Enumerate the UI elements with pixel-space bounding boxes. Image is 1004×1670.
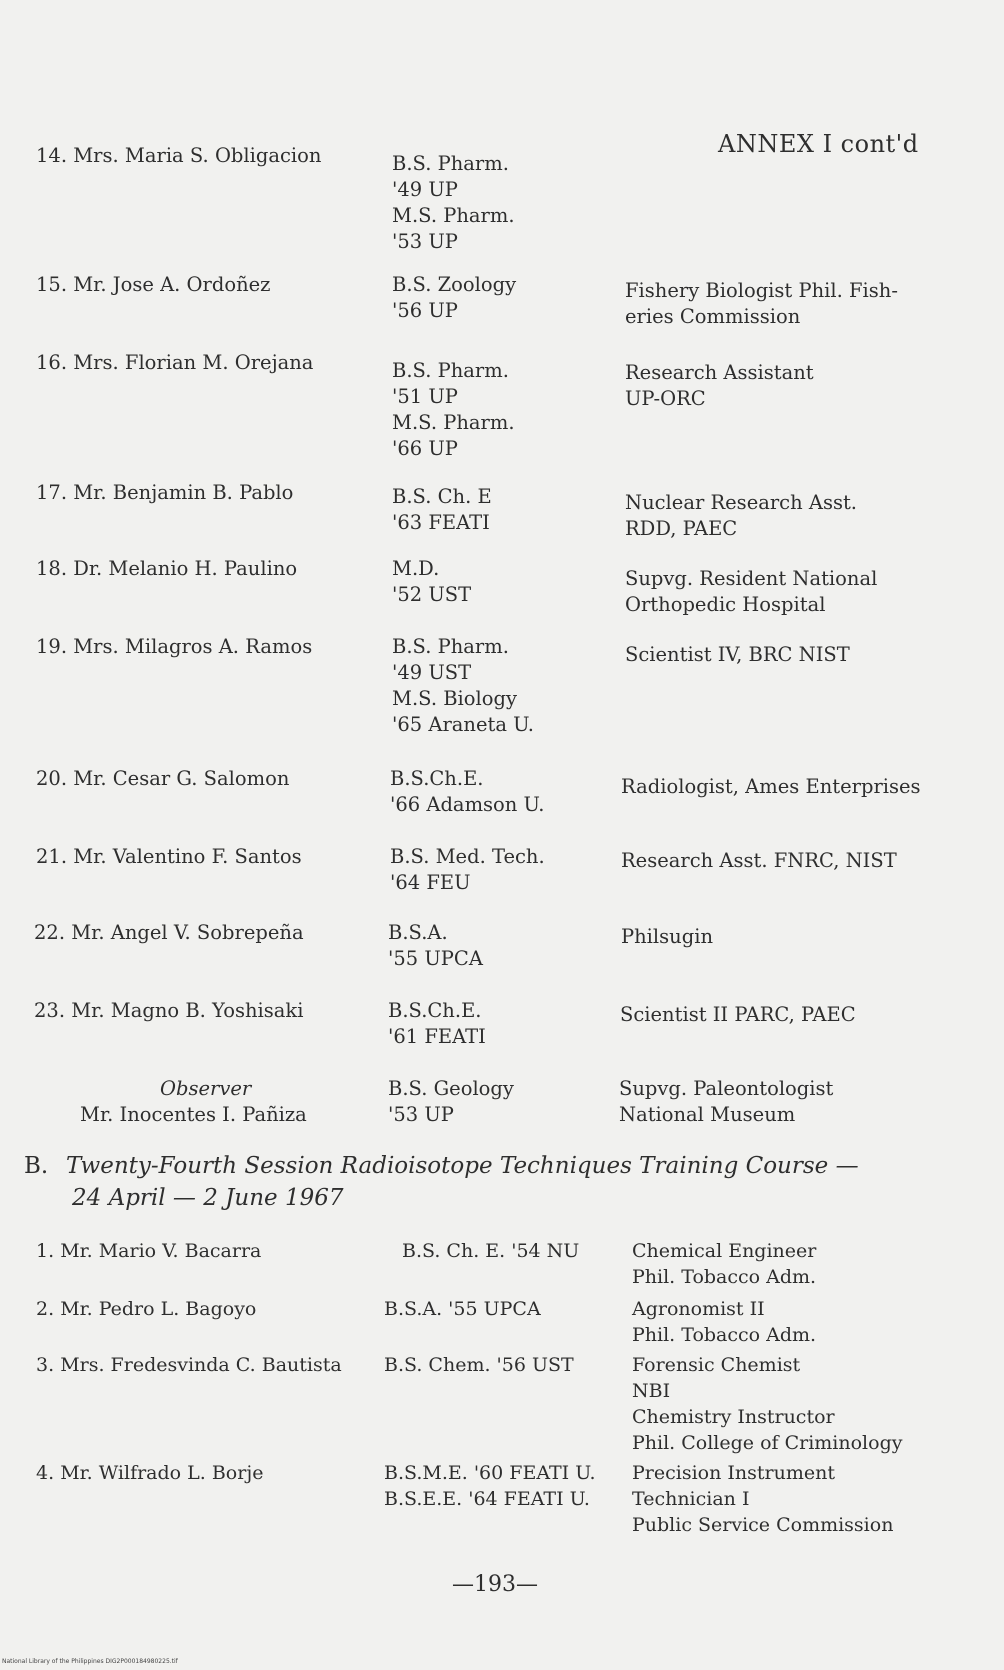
entry-position: Scientist II PARC, PAEC — [620, 1003, 856, 1026]
entry-name: Mr. Wilfrado L. Borje — [60, 1462, 264, 1484]
entry-position: Philsugin — [621, 925, 713, 948]
entry-education: B.S.Ch.E. '61 FEATI — [388, 999, 486, 1048]
entry-name: Mr. Jose A. Ordoñez — [73, 273, 271, 296]
entry-position: Supvg. Resident National Orthopedic Hospital — [625, 567, 878, 616]
entry-name: Mrs. Maria S. Obligacion — [73, 144, 322, 167]
entry-position: Fishery Biologist Phil. Fish- eries Commission — [625, 279, 898, 328]
section-title: Twenty-Fourth Session Radioisotope Techniques Training Course — — [66, 1153, 859, 1179]
observer-label: Observer — [160, 1077, 252, 1100]
entry-position: Research Asst. FNRC, NIST — [621, 849, 897, 872]
entry-name: Mr. Angel V. Sobrepeña — [71, 921, 304, 944]
entry-position: Chemical Engineer Phil. Tobacco Adm. — [632, 1240, 817, 1288]
entry-name: Dr. Melanio H. Paulino — [73, 557, 298, 580]
entry-position: Agronomist II Phil. Tobacco Adm. — [632, 1298, 817, 1346]
entry-name: Mrs. Fredesvinda C. Bautista — [60, 1354, 342, 1376]
entry-position: Forensic Chemist NBI Chemistry Instructor Phil. College of Criminology — [632, 1354, 903, 1454]
entry-position: Research Assistant UP-ORC — [625, 361, 814, 410]
entry-name: Mr. Pedro L. Bagoyo — [60, 1298, 257, 1320]
entry-name: Mr. Magno B. Yoshisaki — [71, 999, 304, 1022]
entry-name: Mr. Valentino F. Santos — [73, 845, 302, 868]
document-page: ANNEX I cont'd 14. Mrs. Maria S. Obligacion B.S. Pharm. '49 UP M.S. Pharm. '53 UP 15. Mr. Jose A. Ordoñez B.S. Zoology '56 UP Fishery Biologist Phil. Fish- eries Commission 16. Mrs. Florian M. Orejana B.S. Pharm. '51 UP M.S. Pharm. '66 UP Research Assistant UP-ORC 17. Mr. Benjamin B. Pablo B.S. Ch. E '63 FEATI Nuclear Research Asst. RDD, PAEC 18. Dr. Melanio H. Paulino M.D. '52 UST Supvg. Resident National Orthopedic Hospital 19. Mrs. Milagros A. Ramos B.S. Pharm. '49 UST M.S. Biology '65 Araneta U. Scientist IV, BRC NIST 20. Mr. Cesar G. Salomon B.S.Ch.E. '66 Adamson U. Radiologist, Ames Enterprises 21. Mr. Valentino F. Santos B.S. Med. Tech. '64 FEU Research Asst. FNRC, NIST 22. Mr. Angel V. Sobrepeña B.S.A. '55 UPCA Philsugin 23. Mr. Magno B. Yoshisaki B.S.Ch.E. '61 FEATI Scientist II PARC, PAEC Observer Mr. Inocentes I. Pañiza B.S. Geology '53 UP Supvg. Paleontologist National Museum B. Twenty-Fourth Session Radioisotope Techniques Training Course — 24 April — 2 June 1967 1. Mr. Mario V. Bacarra B.S. Ch. E. '54 NU Chemical Engineer Phil. Tobacco Adm. 2. Mr. Pedro L. Bagoyo B.S.A. '55 UPCA Agronomist II Phil. Tobacco Adm. 3. Mrs. Fredesvinda C. Bautista B.S. Chem. '56 UST Forensic Chemist NBI Chemistry Instructor Phil. College of Criminology 4. Mr. Wilfrado L. Borje B.S.M.E. '60 FEATI U. B.S.E.E. '64 FEATI U. Precision Instrument Technician I Public Service Commission —193— National Library of the Philippines DIG2P000184980225.tif — [0, 0, 1004, 1670]
entry-education: B.S. Pharm. '49 UST M.S. Biology '65 Araneta U. — [392, 635, 535, 736]
entry-position: Scientist IV, BRC NIST — [625, 643, 850, 666]
entry-name: Mr. Cesar G. Salomon — [73, 767, 290, 790]
entry-education: B.S.Ch.E. '66 Adamson U. — [390, 767, 545, 816]
entry-position: Supvg. Paleontologist National Museum — [619, 1077, 834, 1126]
annex-heading: ANNEX I cont'd — [718, 130, 919, 158]
entry-education: B.S.A. '55 UPCA — [384, 1298, 541, 1320]
entry-name: Mr. Benjamin B. Pablo — [73, 481, 294, 504]
entry-position: Nuclear Research Asst. RDD, PAEC — [625, 491, 857, 540]
entry-education: B.S. Chem. '56 UST — [384, 1354, 574, 1376]
entry-education: B.S. Geology '53 UP — [388, 1077, 514, 1126]
scan-footer: National Library of the Philippines DIG2P000184980225.tif — [2, 1658, 178, 1665]
entry-number: 14. — [36, 144, 68, 167]
entry-education: B.S. Pharm. '49 UP M.S. Pharm. '53 UP — [392, 152, 515, 253]
entry-education: B.S. Ch. E '63 FEATI — [392, 485, 492, 534]
entry-education: B.S.A. '55 UPCA — [388, 921, 483, 970]
entry-name: Mr. Mario V. Bacarra — [60, 1240, 262, 1262]
entry-name: Mrs. Milagros A. Ramos — [73, 635, 313, 658]
entry-education: M.D. '52 UST — [392, 557, 472, 606]
observer-name: Mr. Inocentes I. Pañiza — [80, 1103, 307, 1126]
section-letter: B. — [24, 1153, 49, 1179]
page-number: —193— — [452, 1572, 538, 1597]
entry-education: B.S.M.E. '60 FEATI U. B.S.E.E. '64 FEATI U. — [384, 1462, 596, 1510]
entry-education: B.S. Ch. E. '54 NU — [402, 1240, 580, 1262]
entry-education: B.S. Zoology '56 UP — [392, 273, 517, 322]
section-dates: 24 April — 2 June 1967 — [72, 1185, 344, 1211]
entry-education: B.S. Pharm. '51 UP M.S. Pharm. '66 UP — [392, 359, 515, 460]
entry-education: B.S. Med. Tech. '64 FEU — [390, 845, 545, 894]
entry-position: Radiologist, Ames Enterprises — [621, 775, 921, 798]
entry-position: Precision Instrument Technician I Public Service Commission — [632, 1462, 894, 1536]
entry-name: Mrs. Florian M. Orejana — [73, 351, 314, 374]
